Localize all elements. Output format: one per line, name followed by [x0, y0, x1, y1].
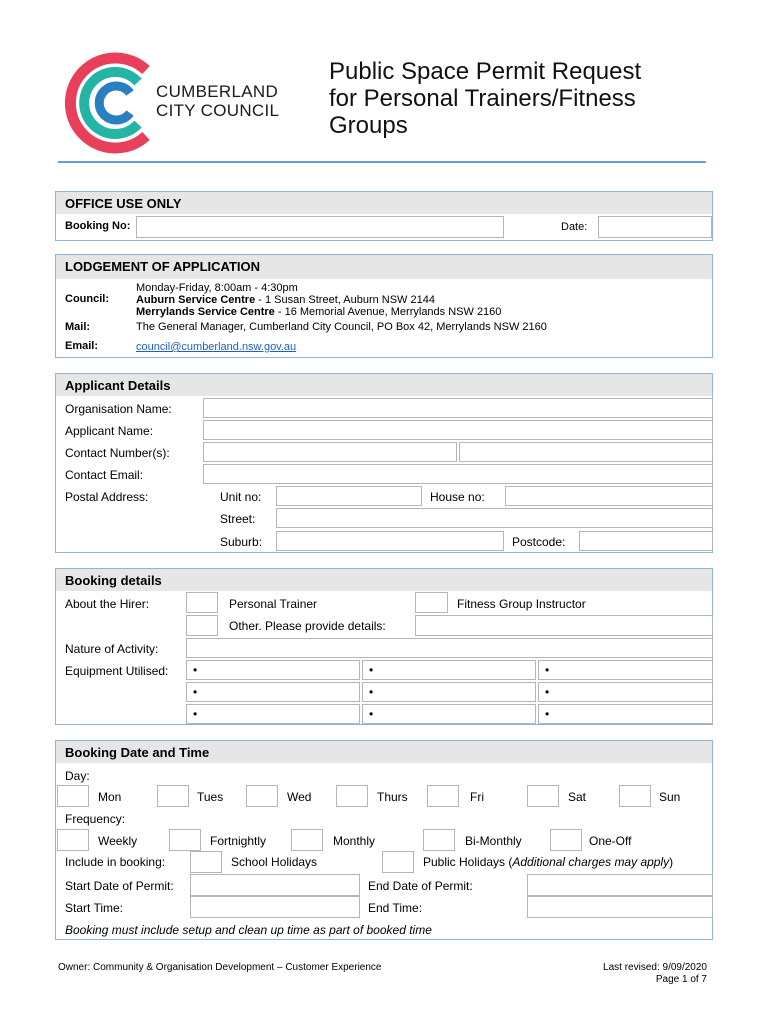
bullet: •	[193, 663, 198, 677]
title-line-3: Groups	[329, 112, 408, 139]
equipment-label: Equipment Utilised:	[65, 664, 169, 678]
frequency-label: Frequency:	[65, 812, 126, 826]
footer-page-number: Page 1 of 7	[655, 974, 707, 985]
other-details-field[interactable]	[415, 615, 713, 636]
booking-datetime-header	[56, 741, 712, 763]
applicant-section	[55, 373, 713, 553]
auburn-centre	[136, 294, 435, 306]
auburn-name: Auburn Service Centre	[136, 294, 256, 306]
day-mon-checkbox[interactable]	[57, 785, 89, 807]
booking-note: Booking must include setup and clean up time as part of booked time	[65, 923, 432, 937]
applicant-name-label: Applicant Name:	[65, 424, 154, 438]
unit-no-field[interactable]	[276, 486, 422, 506]
public-holidays-note: Additional charges may apply	[512, 855, 670, 869]
booking-details-section	[55, 568, 713, 725]
office-use-heading: OFFICE USE ONLY	[65, 196, 182, 211]
freq-fortnightly-checkbox[interactable]	[169, 829, 201, 851]
contact-number-field-1[interactable]	[203, 442, 457, 462]
merrylands-name: Merrylands Service Centre	[136, 306, 275, 318]
day-fri-checkbox[interactable]	[427, 785, 459, 807]
freq-bimonthly-label: Bi-Monthly	[465, 834, 522, 848]
equipment-field-3[interactable]	[538, 660, 713, 680]
freq-bimonthly-checkbox[interactable]	[423, 829, 455, 851]
email-link[interactable]: council@cumberland.nsw.gov.au	[136, 341, 297, 353]
booking-datetime-section	[55, 740, 713, 940]
bullet: •	[369, 685, 374, 699]
freq-weekly-label: Weekly	[98, 834, 138, 848]
merrylands-centre	[136, 306, 501, 318]
nature-activity-field[interactable]	[186, 638, 713, 658]
freq-monthly-label: Monthly	[333, 834, 376, 848]
school-holidays-checkbox[interactable]	[190, 851, 222, 873]
day-tues-label: Tues	[197, 790, 224, 804]
date-label: Date:	[561, 221, 588, 233]
suburb-field[interactable]	[276, 531, 504, 551]
equipment-field-7[interactable]	[186, 704, 360, 724]
bullet: •	[369, 663, 374, 677]
logo-line-1: CUMBERLAND	[156, 82, 279, 101]
footer-revised: Last revised: 9/09/2020	[603, 962, 707, 973]
day-label: Day:	[65, 769, 90, 783]
organisation-field[interactable]	[203, 398, 713, 418]
page-title	[329, 58, 641, 139]
day-sun-label: Sun	[659, 790, 681, 804]
public-holidays-checkbox[interactable]	[382, 851, 414, 873]
bullet: •	[545, 685, 550, 699]
bullet: •	[545, 707, 550, 721]
equipment-field-2[interactable]	[362, 660, 536, 680]
freq-weekly-checkbox[interactable]	[57, 829, 89, 851]
day-sat-checkbox[interactable]	[527, 785, 559, 807]
contact-email-field[interactable]	[203, 464, 713, 484]
freq-oneoff-label: One-Off	[589, 834, 632, 848]
postcode-field[interactable]	[579, 531, 713, 551]
lodgement-section	[55, 254, 713, 358]
lodgement-header	[56, 255, 712, 279]
personal-trainer-checkbox[interactable]	[186, 592, 218, 613]
public-holidays-close: )	[669, 855, 674, 869]
freq-monthly-checkbox[interactable]	[291, 829, 323, 851]
start-date-label: Start Date of Permit:	[65, 879, 174, 893]
header-divider	[58, 161, 706, 163]
start-time-field[interactable]	[190, 896, 360, 918]
booking-details-heading: Booking details	[65, 573, 162, 588]
mail-address: The General Manager, Cumberland City Council, PO Box 42, Merrylands NSW 2160	[136, 321, 547, 333]
logo-wordmark	[156, 82, 279, 120]
date-field[interactable]	[598, 216, 712, 238]
day-thurs-checkbox[interactable]	[336, 785, 368, 807]
end-time-field[interactable]	[527, 896, 713, 918]
end-date-field[interactable]	[527, 874, 713, 896]
house-no-label: House no:	[430, 490, 485, 504]
applicant-name-field[interactable]	[203, 420, 713, 440]
footer-owner: Owner: Community & Organisation Development – Customer Experience	[58, 962, 382, 973]
logo-inner-arc	[99, 86, 130, 120]
organisation-label: Organisation Name:	[65, 402, 172, 416]
end-date-label: End Date of Permit:	[368, 879, 473, 893]
bullet: •	[369, 707, 374, 721]
council-hours: Monday-Friday, 8:00am - 4:30pm	[136, 282, 298, 294]
personal-trainer-label: Personal Trainer	[229, 597, 318, 611]
freq-oneoff-checkbox[interactable]	[550, 829, 582, 851]
contact-number-label: Contact Number(s):	[65, 446, 170, 460]
day-tues-checkbox[interactable]	[157, 785, 189, 807]
public-holidays-text: Public Holidays (	[423, 855, 513, 869]
merrylands-address: - 16 Memorial Avenue, Merrylands NSW 2160	[274, 306, 502, 318]
office-use-section	[55, 191, 713, 241]
postal-address-label: Postal Address:	[65, 490, 149, 504]
house-no-field[interactable]	[505, 486, 713, 506]
applicant-header	[56, 374, 712, 396]
street-label: Street:	[220, 512, 256, 526]
street-field[interactable]	[276, 508, 713, 528]
start-date-field[interactable]	[190, 874, 360, 896]
equipment-field-6[interactable]	[538, 682, 713, 702]
day-mon-label: Mon	[98, 790, 122, 804]
equipment-field-5[interactable]	[362, 682, 536, 702]
equipment-field-8[interactable]	[362, 704, 536, 724]
day-sun-checkbox[interactable]	[619, 785, 651, 807]
suburb-label: Suburb:	[220, 535, 263, 549]
include-booking-label: Include in booking:	[65, 855, 166, 869]
council-logo	[58, 50, 158, 156]
logo-middle-arc	[84, 72, 138, 134]
email-label: Email:	[65, 340, 99, 352]
mail-label: Mail:	[65, 321, 91, 333]
day-wed-checkbox[interactable]	[246, 785, 278, 807]
equipment-field-1[interactable]	[186, 660, 360, 680]
other-checkbox[interactable]	[186, 615, 218, 636]
bullet: •	[193, 707, 198, 721]
bullet: •	[193, 685, 198, 699]
contact-number-field-2[interactable]	[459, 442, 713, 462]
bullet: •	[545, 663, 550, 677]
day-fri-label: Fri	[470, 790, 484, 804]
end-time-label: End Time:	[368, 901, 423, 915]
contact-email-label: Contact Email:	[65, 468, 144, 482]
day-thurs-label: Thurs	[377, 790, 408, 804]
public-holidays-label	[423, 855, 673, 869]
booking-datetime-heading: Booking Date and Time	[65, 745, 210, 760]
applicant-heading: Applicant Details	[65, 378, 171, 393]
other-label: Other. Please provide details:	[229, 619, 386, 633]
start-time-label: Start Time:	[65, 901, 124, 915]
auburn-address: - 1 Susan Street, Auburn NSW 2144	[255, 294, 435, 306]
title-line-2: for Personal Trainers/Fitness	[329, 85, 636, 112]
nature-activity-label: Nature of Activity:	[65, 642, 159, 656]
school-holidays-label: School Holidays	[231, 855, 318, 869]
booking-no-label: Booking No:	[65, 220, 131, 232]
office-use-header	[56, 192, 712, 214]
freq-fortnightly-label: Fortnightly	[210, 834, 267, 848]
booking-no-field[interactable]	[136, 216, 504, 238]
fitness-group-label: Fitness Group Instructor	[457, 597, 586, 611]
lodgement-heading: LODGEMENT OF APPLICATION	[65, 259, 260, 274]
booking-details-header	[56, 569, 712, 591]
equipment-field-4[interactable]	[186, 682, 360, 702]
fitness-group-checkbox[interactable]	[415, 592, 448, 613]
council-label: Council:	[65, 293, 109, 305]
postcode-label: Postcode:	[512, 535, 566, 549]
day-sat-label: Sat	[568, 790, 587, 804]
logo-line-2: CITY COUNCIL	[156, 101, 280, 120]
equipment-field-9[interactable]	[538, 704, 713, 724]
day-wed-label: Wed	[287, 790, 312, 804]
title-line-1: Public Space Permit Request	[329, 58, 642, 85]
about-hirer-label: About the Hirer:	[65, 597, 150, 611]
unit-no-label: Unit no:	[220, 490, 262, 504]
